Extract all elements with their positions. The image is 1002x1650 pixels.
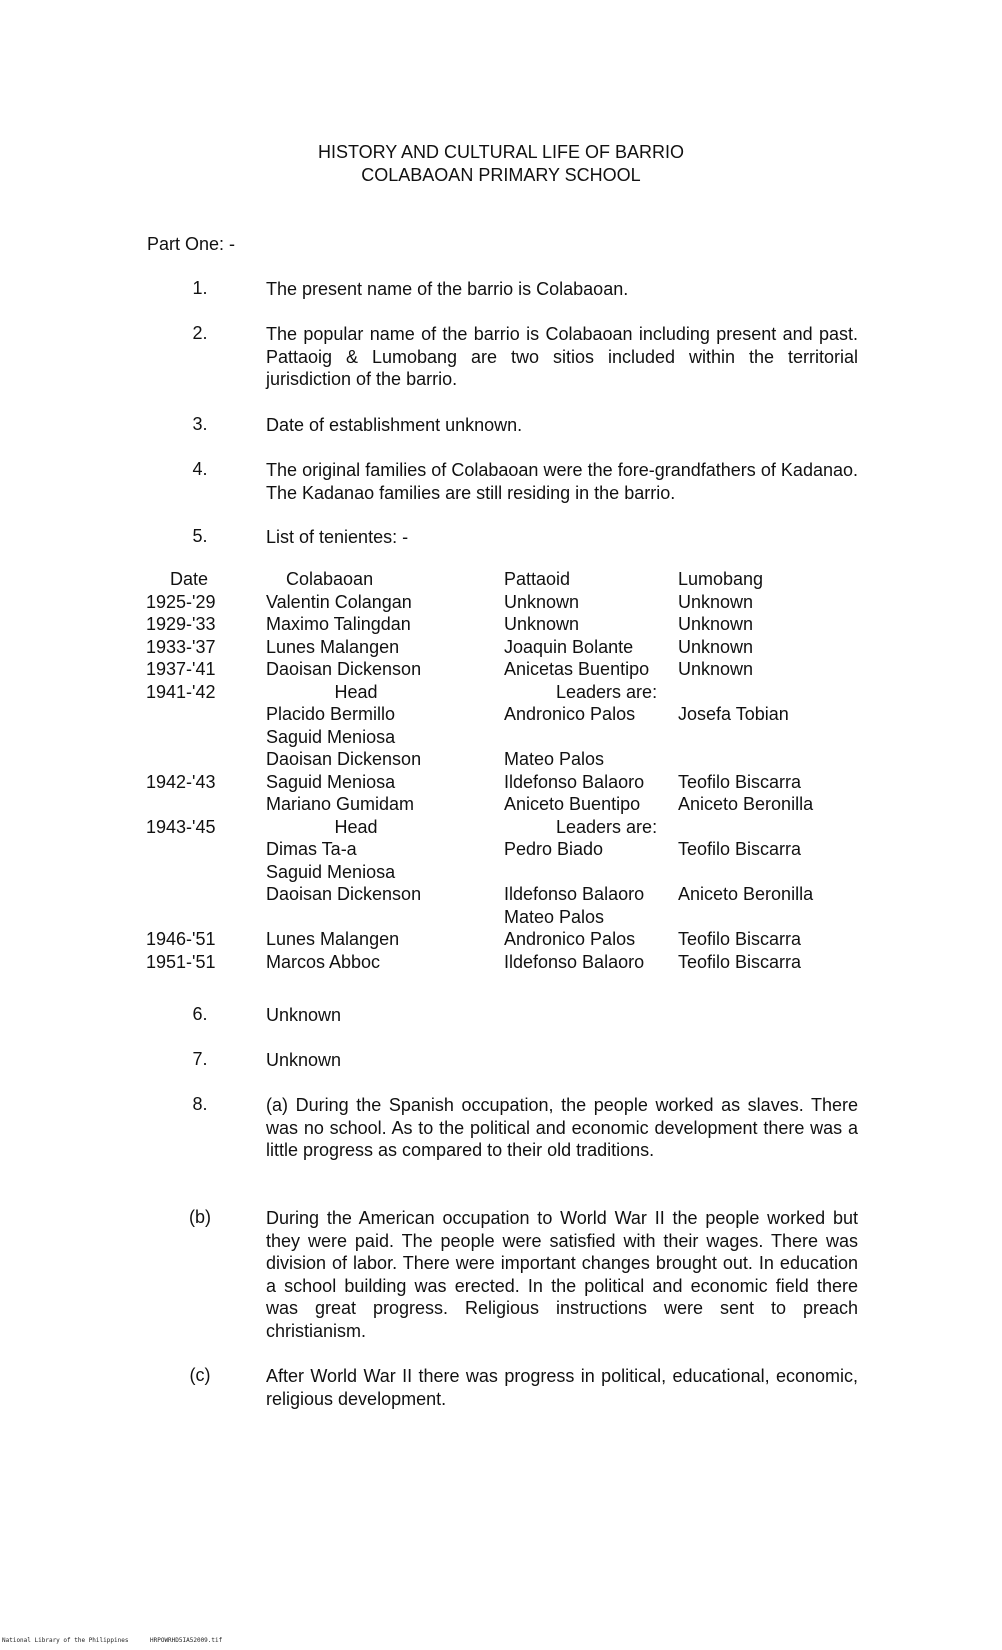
- row-date: 1929-'33: [146, 614, 216, 634]
- row-lumobang: Unknown: [678, 591, 754, 612]
- table-row: [146, 951, 866, 974]
- row-lumobang: Teofilo Biscarra: [678, 839, 802, 859]
- table-row: [146, 726, 866, 749]
- row-date: 1943-'45: [146, 816, 216, 837]
- footer-file-id: HRPOWRHD5IA52009.tif: [150, 1637, 223, 1644]
- tenientes-table: [146, 568, 866, 973]
- row-colabaoan: Valentin Colangan: [266, 591, 412, 612]
- item-text: Date of establishment unknown.: [266, 415, 523, 435]
- row-lumobang: Teofilo Biscarra: [678, 771, 802, 792]
- item-text: Unknown: [266, 1005, 342, 1025]
- row-date: 1951-'51: [146, 951, 216, 972]
- item-text: List of tenientes: -: [266, 527, 409, 547]
- table-row: [146, 658, 866, 681]
- row-pattaoid: Joaquin Bolante: [504, 636, 634, 657]
- row-date: 1942-'43: [146, 771, 216, 792]
- row-date: 1925-'29: [146, 591, 216, 612]
- item-text: (a) During the Spanish occupation, the people worked as slaves. There was no school. As to the political and economic development there was a little progress as compared to their old traditions.: [266, 1095, 858, 1160]
- table-row: [146, 883, 866, 906]
- item-number: 2.: [192, 323, 208, 343]
- table-row: [146, 816, 866, 839]
- row-lumobang: Unknown: [678, 636, 754, 657]
- row-date: 1933-'37: [146, 636, 216, 657]
- header-lumobang: Lumobang: [678, 569, 764, 589]
- row-colabaoan: Mariano Gumidam: [266, 794, 415, 814]
- part-heading: Part One: -: [147, 234, 236, 254]
- row-colabaoan: Saguid Meniosa: [266, 771, 396, 792]
- row-pattaoid: Unknown: [504, 591, 580, 612]
- item-text: The present name of the barrio is Colabaoan.: [266, 279, 629, 299]
- item-text: The original families of Colabaoan were the fore-grandfathers of Kadanao. The Kadanao families are still residing in the barrio.: [266, 460, 858, 503]
- row-colabaoan: Saguid Meniosa: [266, 861, 396, 882]
- item-number: 6.: [192, 1004, 208, 1024]
- table-row: [146, 681, 866, 704]
- row-lumobang: Unknown: [678, 659, 754, 679]
- table-row: [146, 613, 866, 636]
- table-row: [146, 636, 866, 659]
- row-lumobang: Unknown: [678, 614, 754, 634]
- row-pattaoid: Unknown: [504, 614, 580, 634]
- row-date: 1946-'51: [146, 929, 216, 949]
- item-number: 7.: [192, 1049, 208, 1069]
- row-colabaoan: Head: [334, 816, 378, 837]
- table-row: [146, 861, 866, 884]
- item-number: 3.: [192, 414, 208, 434]
- table-row: [146, 793, 866, 816]
- row-pattaoid: Ildefonso Balaoro: [504, 951, 645, 972]
- row-colabaoan: Head: [334, 681, 378, 702]
- row-colabaoan: Dimas Ta-a: [266, 839, 357, 859]
- row-pattaoid: Mateo Palos: [504, 906, 605, 927]
- row-colabaoan: Lunes Malangen: [266, 929, 400, 949]
- row-pattaoid: Anicetas Buentipo: [504, 659, 650, 679]
- row-pattaoid: Andronico Palos: [504, 929, 636, 949]
- row-date: 1941-'42: [146, 681, 216, 702]
- row-colabaoan: Daoisan Dickenson: [266, 749, 422, 769]
- footer-library-stamp: National Library of the Philippines: [2, 1637, 129, 1644]
- row-colabaoan: Daoisan Dickenson: [266, 659, 422, 679]
- item-number: 4.: [192, 459, 208, 479]
- row-colabaoan: Marcos Abboc: [266, 951, 381, 972]
- row-lumobang: Aniceto Beronilla: [678, 794, 814, 814]
- item-text: Unknown: [266, 1050, 342, 1070]
- header-colabaoan: Colabaoan: [286, 569, 374, 589]
- row-pattaoid: Leaders are:: [556, 816, 658, 837]
- row-colabaoan: Saguid Meniosa: [266, 726, 396, 747]
- row-date: 1937-'41: [146, 659, 216, 679]
- row-pattaoid: Ildefonso Balaoro: [504, 884, 645, 904]
- table-row: [146, 906, 866, 929]
- row-pattaoid: Aniceto Buentipo: [504, 794, 641, 814]
- table-row: [146, 591, 866, 614]
- row-lumobang: Josefa Tobian: [678, 704, 789, 724]
- table-row: [146, 928, 866, 951]
- row-colabaoan: Daoisan Dickenson: [266, 884, 422, 904]
- row-colabaoan: Lunes Malangen: [266, 636, 400, 657]
- table-row: [146, 771, 866, 794]
- item-number: 1.: [192, 278, 208, 298]
- row-lumobang: Aniceto Beronilla: [678, 884, 814, 904]
- item-number: 5.: [192, 526, 208, 546]
- item-number: (c): [189, 1365, 211, 1385]
- item-number: (b): [189, 1207, 211, 1227]
- row-pattaoid: Andronico Palos: [504, 704, 636, 724]
- row-lumobang: Teofilo Biscarra: [678, 951, 802, 972]
- table-row: [146, 703, 866, 726]
- table-header-row: [146, 568, 866, 591]
- document-title-line-2: COLABAOAN PRIMARY SCHOOL: [361, 165, 641, 185]
- row-colabaoan: Maximo Talingdan: [266, 614, 411, 634]
- table-row: [146, 748, 866, 771]
- row-pattaoid: Mateo Palos: [504, 749, 605, 769]
- row-pattaoid: Leaders are:: [556, 681, 658, 702]
- document-title-line-1: HISTORY AND CULTURAL LIFE OF BARRIO: [317, 142, 685, 162]
- header-date: Date: [170, 569, 209, 589]
- item-text: During the American occupation to World War II the people worked but they were paid. The people were satisfied with their wages. There was division of labor. There were important changes brought out. In education a school building was erected. In the political and economic field there was great progress. Religious instructions were sent to preach christianism.: [266, 1208, 858, 1341]
- item-text: After World War II there was progress in political, educational, economic, religious development.: [266, 1366, 858, 1409]
- row-pattaoid: Pedro Biado: [504, 839, 604, 859]
- item-text: The popular name of the barrio is Colabaoan including present and past. Pattaoig & Lumobang are two sitios included within the territorial jurisdiction of the barrio.: [266, 324, 858, 389]
- row-lumobang: Teofilo Biscarra: [678, 929, 802, 949]
- table-row: [146, 838, 866, 861]
- row-pattaoid: Ildefonso Balaoro: [504, 771, 645, 792]
- item-number: 8.: [192, 1094, 208, 1114]
- row-colabaoan: Placido Bermillo: [266, 704, 396, 724]
- header-pattaoid: Pattaoid: [504, 569, 571, 589]
